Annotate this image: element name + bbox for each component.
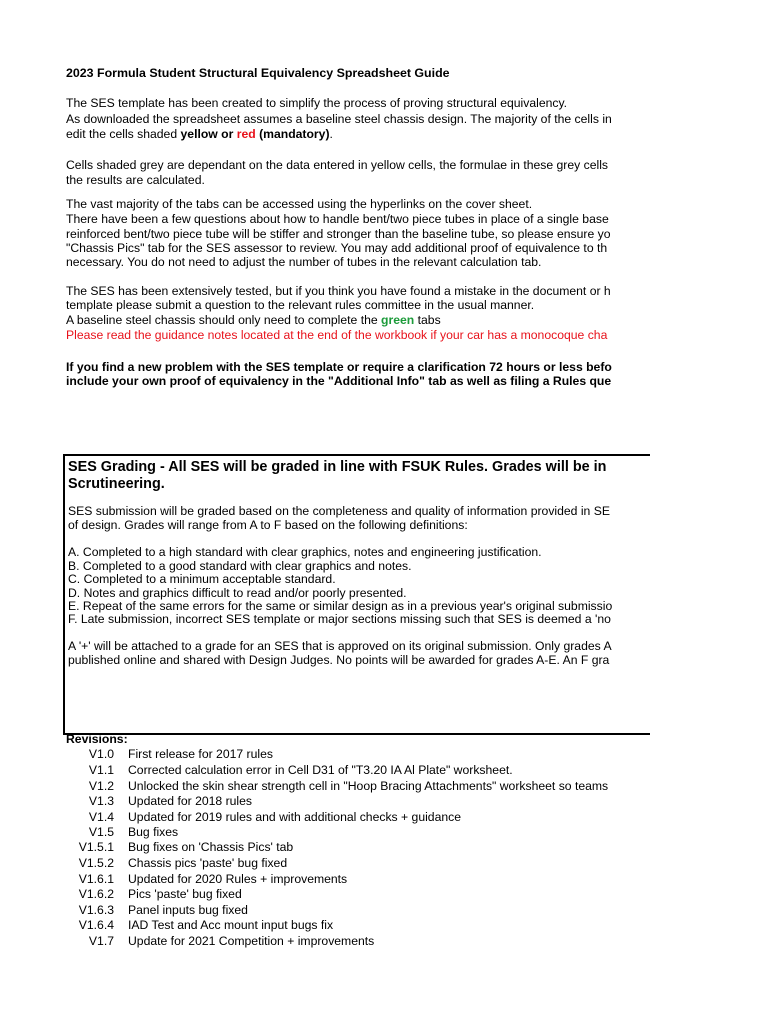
revision-version: V1.1 [88,763,114,777]
revision-version: V1.6.1 [78,872,114,886]
grade-a: A. Completed to a high standard with clear graphics, notes and engineering justification. [68,545,542,559]
revision-text: Bug fixes [128,825,179,839]
revision-version: V1.0 [88,747,114,761]
grade-c: C. Completed to a minimum acceptable standard. [68,572,336,586]
revision-text: Updated for 2019 rules and with additional checks + guidance [128,810,462,824]
tested-line-1: The SES has been extensively tested, but if you think you have found a mistake in the document or h [66,284,611,298]
revision-text: IAD Test and Acc mount input bugs fix [128,918,334,932]
tabs-line-5: necessary. You do not need to adjust the number of tubes in the relevant calculation tab. [66,255,542,269]
intro-line-3-suffix: . [329,127,333,141]
grading-heading-2: Scrutineering. [68,476,165,492]
green-label: green [381,313,415,327]
revision-text: Unlocked the skin shear strength cell in "Hoop Bracing Attachments" worksheet so teams [128,779,609,793]
tested-line-2: template please submit a question to the relevant rules committee in the usual manner. [66,298,535,312]
grade-plus-2: published online and shared with Design Judges. No points will be awarded for grades A-E. An F gra [68,653,610,667]
problem-line-1: If you find a new problem with the SES template or require a clarification 72 hours or less befo [66,360,612,374]
grade-e: E. Repeat of the same errors for the same or similar design as in a previous year's original submissio [68,599,613,613]
revision-version: V1.5.2 [78,856,114,870]
mandatory-label: (mandatory) [255,127,330,141]
grading-para-2: of design. Grades will range from A to F based on the following definitions: [68,518,468,532]
revision-version: V1.6.3 [78,903,114,917]
revision-version: V1.2 [88,779,114,793]
revision-text: First release for 2017 rules [128,747,273,761]
revisions-label: Revisions: [66,732,128,746]
ses-grading-box [63,454,650,735]
revision-version: V1.6.4 [78,918,114,932]
intro-line-3-prefix: edit the cells shaded [66,127,181,141]
monocoque-note: Please read the guidance notes located at the end of the workbook if your car has a monocoque cha [66,328,608,342]
tested-line-3-suffix: tabs [414,313,441,327]
tabs-line-4: "Chassis Pics" tab for the SES assessor to review. You may add additional proof of equivalence to th [66,241,608,255]
grey-line-1: Cells shaded grey are dependant on the data entered in yellow cells, the formulae in these grey cells [66,158,608,172]
grade-d: D. Notes and graphics difficult to read and/or poorly presented. [68,586,407,600]
problem-line-2: include your own proof of equivalency in the "Additional Info" tab as well as filing a Rules que [66,374,612,388]
tested-line-3-prefix: A baseline steel chassis should only need to complete the [66,313,382,327]
red-label: red [236,127,256,141]
tabs-line-1: The vast majority of the tabs can be accessed using the hyperlinks on the cover sheet. [66,197,533,211]
revision-version: V1.7 [88,934,114,948]
intro-line-2: As downloaded the spreadsheet assumes a baseline steel chassis design. The majority of the cells in [66,112,612,126]
revision-version: V1.3 [88,794,114,808]
revision-version: V1.5 [88,825,114,839]
tabs-line-3: reinforced bent/two piece tube will be stiffer and stronger than the baseline tube, so please ensure yo [66,227,611,241]
revision-version: V1.6.2 [78,887,114,901]
grading-heading-1: SES Grading - All SES will be graded in line with FSUK Rules. Grades will be in [68,459,607,475]
intro-line-1: The SES template has been created to simplify the process of proving structural equivalency. [66,96,568,110]
revision-text: Panel inputs bug fixed [128,903,248,917]
grade-b: B. Completed to a good standard with clear graphics and notes. [68,559,412,573]
tested-line-3 [66,313,644,327]
grading-para-1: SES submission will be graded based on the completeness and quality of information provided in SE [68,504,610,518]
grey-line-2: the results are calculated. [66,173,205,187]
revision-text: Bug fixes on 'Chassis Pics' tab [128,840,294,854]
revision-text: Updated for 2020 Rules + improvements [128,872,348,886]
tabs-line-2: There have been a few questions about how to handle bent/two piece tubes in place of a single base [66,212,609,226]
yellow-label: yellow or [180,127,237,141]
revision-text: Updated for 2018 rules [128,794,252,808]
revision-version: V1.5.1 [78,840,114,854]
revision-text: Update for 2021 Competition + improvements [128,934,375,948]
revision-text: Chassis pics 'paste' bug fixed [128,856,288,870]
grade-plus-1: A '+' will be attached to a grade for an SES that is approved on its original submission. Only grades A [68,639,612,653]
revision-text: Corrected calculation error in Cell D31 of "T3.20 IA Al Plate" worksheet. [128,763,513,777]
revision-version: V1.4 [88,810,114,824]
grade-f: F. Late submission, incorrect SES template or major sections missing such that SES is deemed a 'no [68,612,611,626]
revision-text: Pics 'paste' bug fixed [128,887,242,901]
document-title: 2023 Formula Student Structural Equivalency Spreadsheet Guide [66,66,450,80]
intro-line-3 [66,127,644,141]
